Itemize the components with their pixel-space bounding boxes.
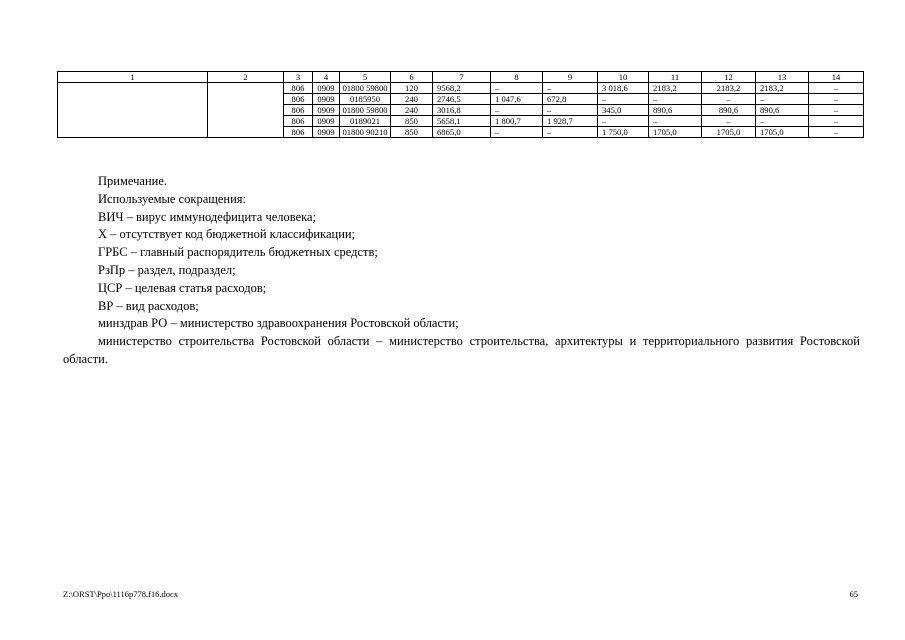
table-cell: – [809, 127, 864, 138]
table-cell: – [598, 116, 649, 127]
table-cell: 0185950 [340, 94, 391, 105]
table-cell: 2183,2 [649, 83, 702, 94]
table-cell: 01800 59800 [340, 105, 391, 116]
header-cell: 13 [756, 72, 809, 83]
table-cell: 1 928,7 [543, 116, 598, 127]
table-cell: 240 [391, 105, 433, 116]
header-cell: 9 [543, 72, 598, 83]
table-cell: 3016,8 [433, 105, 491, 116]
table-cell: 806 [284, 116, 313, 127]
table-cell: 806 [284, 127, 313, 138]
table-cell: 1 800,7 [491, 116, 543, 127]
header-cell: 3 [284, 72, 313, 83]
header-cell: 6 [391, 72, 433, 83]
table-cell: 120 [391, 83, 433, 94]
table-cell: 6865,0 [433, 127, 491, 138]
table-cell: – [702, 94, 756, 105]
table-cell: 890,6 [649, 105, 702, 116]
header-cell: 8 [491, 72, 543, 83]
table-cell: 806 [284, 83, 313, 94]
table-cell: – [543, 105, 598, 116]
table-cell: 2183,2 [756, 83, 809, 94]
table-cell: 0909 [313, 105, 340, 116]
note-line: ВИЧ – вирус иммунодефицита человека; [98, 209, 317, 224]
header-cell: 1 [58, 72, 208, 83]
header-cell: 11 [649, 72, 702, 83]
table-cell: 3 018,6 [598, 83, 649, 94]
table-cell: 01800 59800 [340, 83, 391, 94]
table-cell: – [543, 127, 598, 138]
note-line: ВР – вид расходов; [98, 298, 199, 313]
header-cell: 10 [598, 72, 649, 83]
table-cell: 1705,0 [649, 127, 702, 138]
table-cell: 240 [391, 94, 433, 105]
header-cell: 14 [809, 72, 864, 83]
table-cell: – [809, 94, 864, 105]
table-cell: 1 750,0 [598, 127, 649, 138]
table-cell: 0909 [313, 94, 340, 105]
table-cell: 672,8 [543, 94, 598, 105]
table-cell: – [649, 116, 702, 127]
note-line: министерство строительства Ростовской области – министерство строительства, архитектуры и территориального развития Ростовской области. [63, 334, 860, 366]
header-cell: 7 [433, 72, 491, 83]
merged-empty-cell [208, 83, 284, 138]
note-line: минздрав РО – министерство здравоохранения Ростовской области; [98, 316, 459, 331]
page-number: 65 [849, 589, 858, 599]
table-cell: 01800 90210 [340, 127, 391, 138]
table-cell: – [809, 83, 864, 94]
table-cell: 5658,1 [433, 116, 491, 127]
table-cell: 890,6 [702, 105, 756, 116]
note-abbrev-heading: Используемые сокращения: [98, 191, 247, 206]
note-title: Примечание. [98, 174, 168, 188]
table-cell: 850 [391, 116, 433, 127]
table-cell: 0909 [313, 83, 340, 94]
table-cell: – [491, 105, 543, 116]
table-cell: – [491, 127, 543, 138]
table-cell: 0909 [313, 116, 340, 127]
table-cell: 1705,0 [756, 127, 809, 138]
merged-empty-cell [58, 83, 208, 138]
header-cell: 4 [313, 72, 340, 83]
table-cell: 850 [391, 127, 433, 138]
table-cell: 890,6 [756, 105, 809, 116]
note-line: РзПр – раздел, подраздел; [98, 262, 236, 277]
table-cell: – [756, 116, 809, 127]
table-cell: 0909 [313, 127, 340, 138]
table-cell: – [598, 94, 649, 105]
note-line: ГРБС – главный распорядитель бюджетных средств; [98, 245, 378, 260]
table-cell: 806 [284, 105, 313, 116]
table-cell: 2183,2 [702, 83, 756, 94]
header-cell: 2 [208, 72, 284, 83]
table-cell: 1705,0 [702, 127, 756, 138]
table-cell: – [809, 105, 864, 116]
header-cell: 5 [340, 72, 391, 83]
note-line: ЦСР – целевая статья расходов; [98, 280, 267, 295]
table-cell: 0189021 [340, 116, 391, 127]
notes-section [63, 173, 860, 369]
table-cell: 1 047,6 [491, 94, 543, 105]
budget-table [57, 71, 864, 138]
note-line: Х – отсутствует код бюджетной классификации; [98, 227, 356, 242]
footer-file-path: Z:\ORST\Ppo\1116p778.f16.docx [63, 589, 179, 599]
table-cell: – [702, 116, 756, 127]
table-cell: – [809, 116, 864, 127]
header-cell: 12 [702, 72, 756, 83]
table-cell: 806 [284, 94, 313, 105]
table-header-row [58, 72, 864, 83]
table-cell: 2746,5 [433, 94, 491, 105]
table-row [58, 83, 864, 94]
table-cell: 9568,2 [433, 83, 491, 94]
table-cell: – [756, 94, 809, 105]
table-cell: – [649, 94, 702, 105]
table-cell: – [543, 83, 598, 94]
table-cell: 345,0 [598, 105, 649, 116]
table-cell: – [491, 83, 543, 94]
